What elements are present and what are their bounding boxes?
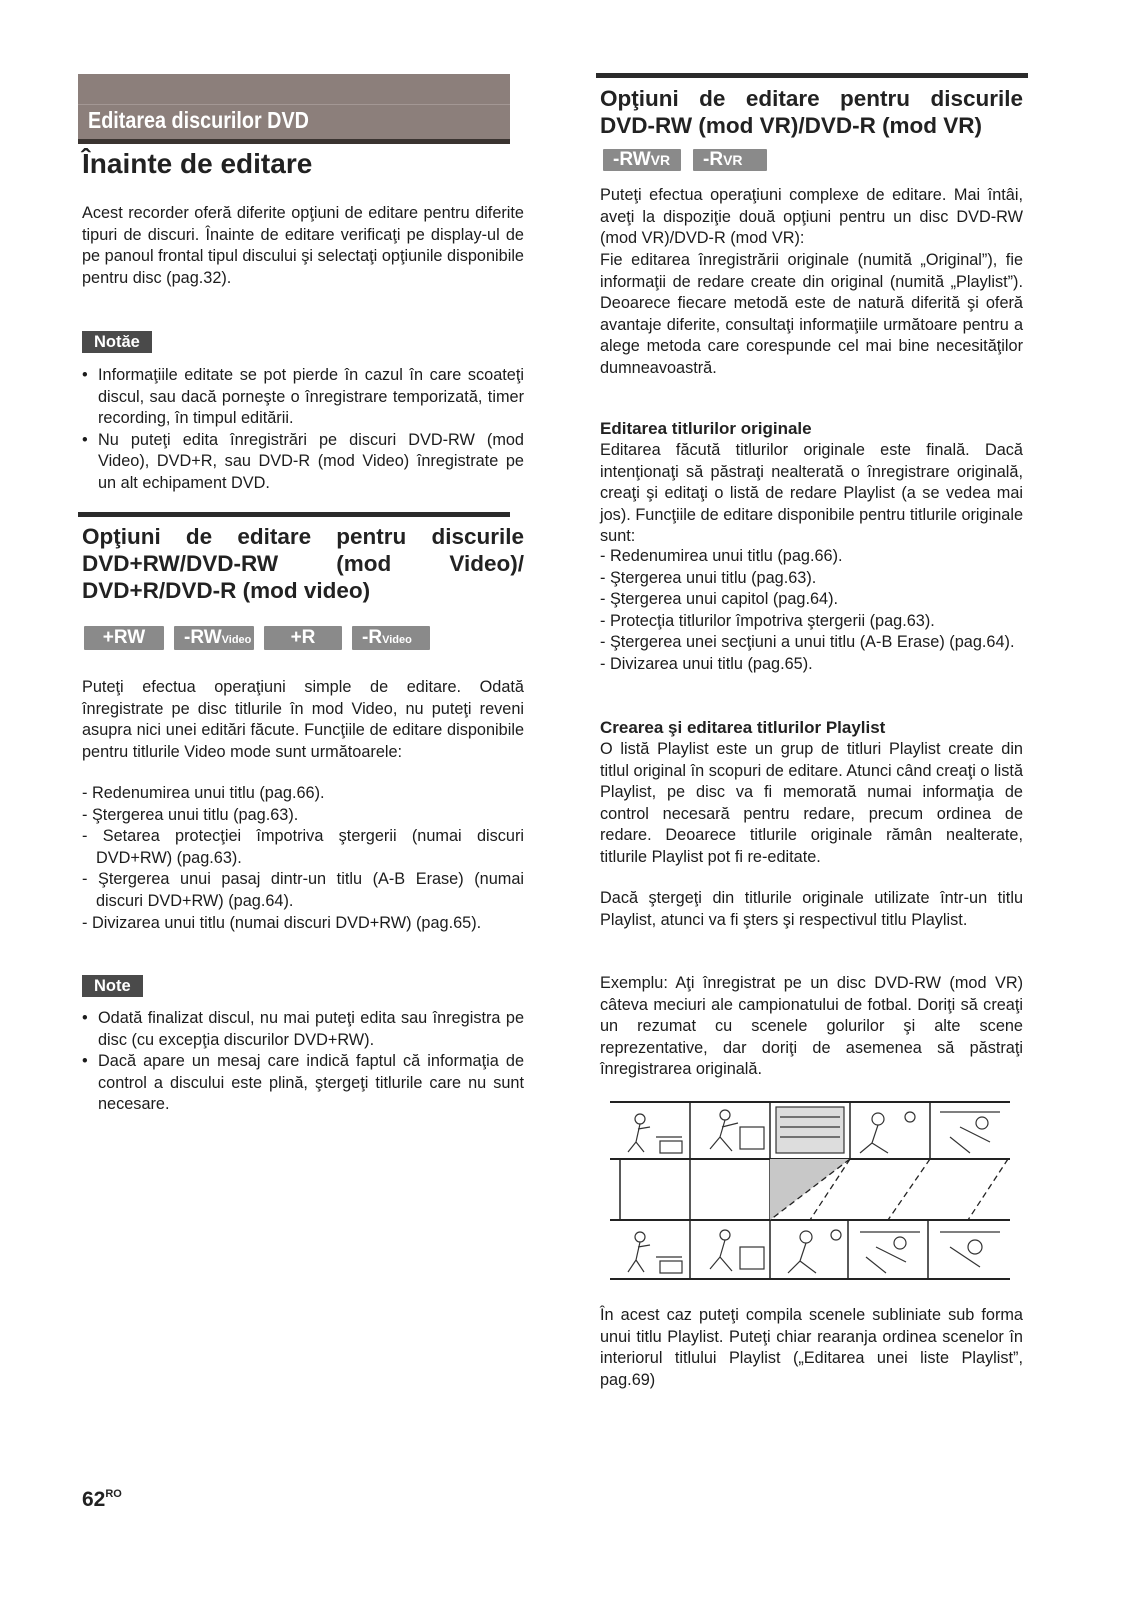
list-item: - Ştergerea unui pasaj dintr-un titlu (A-B Erase) (numai discuri DVD+RW) (pag.64). xyxy=(82,870,524,910)
disc-badge-minus-r-video: -RVideo xyxy=(352,626,430,650)
disc-badge-plus-r: +R xyxy=(264,626,342,650)
section-title: Opţiuni de editare pentru discurile DVD-RW (mod VR)/DVD-R (mod VR) xyxy=(600,86,1023,138)
list-item: - Ştergerea unei secţiuni a unui titlu (A-B Erase) (pag.64). xyxy=(600,633,1015,652)
note-label: Notăe xyxy=(82,331,152,353)
list-item: - Protecţia titlurilor împotriva ştergerii (pag.63). xyxy=(600,611,935,630)
list-item: - Divizarea unui titlu (numai discuri DVD+RW) (pag.65). xyxy=(82,913,482,932)
intro-paragraph-2: Fie editarea înregistrării originale (numită „Original”), fie informaţii de redare create din original (numită „Playlist”). Deoarece fiecare metodă este de natură diferită şi oferă avantaje diferite, consultaţi informaţiile următoare pentru a alege metoda care corespunde cel mai bine necesităţilor dumneavoastră. xyxy=(600,251,1023,377)
section-intro: Puteţi efectua operaţiuni simple de editare. Odată înregistrate pe disc titlurile în mod Video, nu puteţi reveni asupra nici unei editări făcute. Funcţiile de editare disponibile pentru titlurile Video mode sunt următoarele: xyxy=(82,678,524,761)
disc-badge-plus-rw: +RW xyxy=(84,626,164,650)
note-list xyxy=(82,1008,524,1116)
subsection-text-2: Dacă ştergeţi din titlurile originale utilizate într-un titlu Playlist, atunci va fi şters şi respectivul titlu Playlist. xyxy=(600,889,1023,929)
note-label: Note xyxy=(82,975,143,997)
list-item: - Ştergerea unui capitol (pag.64). xyxy=(600,590,839,609)
intro-paragraph: Puteţi efectua operaţiuni complexe de editare. Mai întâi, aveţi la dispoziţie două opţiuni pentru un disc DVD-RW (mod VR)/DVD-R (mod VR): xyxy=(600,186,1023,248)
list-item: - Ştergerea unui titlu (pag.63). xyxy=(82,805,299,824)
section-divider xyxy=(596,73,1028,78)
list-item: • Informaţiile editate se pot pierde în cazul în care scoateţi discul, sau dacă porneşte o înregistrare temporizată, timer recording, în timpul editării. xyxy=(82,365,524,430)
disc-badges xyxy=(603,149,1053,171)
function-list xyxy=(82,783,524,934)
subsection-title: Crearea şi editarea titlurilor Playlist xyxy=(600,718,886,737)
list-item: • Nu puteţi edita înregistrări pe discuri DVD-RW (mod Video), DVD+R, sau DVD-R (mod Video) înregistrate pe un alt echipament DVD. xyxy=(82,430,524,495)
list-item: - Setarea protecţiei împotriva ştergerii (numai discuri DVD+RW) (pag.63). xyxy=(82,827,524,867)
disc-badge-minus-r-vr: -RVR xyxy=(693,149,767,171)
playlist-illustration xyxy=(610,1097,1010,1285)
list-item: • Odată finalizat discul, nu mai puteţi edita sau înregistra pe disc (cu excepţia discurilor DVD+RW). xyxy=(82,1008,524,1051)
list-item: - Redenumirea unui titlu (pag.66). xyxy=(600,547,843,565)
subsection-text: O listă Playlist este un grup de titluri Playlist create din titlul original în scopuri de editare. Atunci când creaţi o listă Playlist, pe disc va fi memorată numai informaţia de control necesară pentru redare, precum ordinea de redare. Deoarece titlurile originale rămân nealterate, titlurile Playlist pot fi re-editate. xyxy=(600,740,1023,866)
subsection-title: Editarea titlurilor originale xyxy=(600,419,812,438)
chapter-banner xyxy=(78,74,510,144)
function-list xyxy=(600,546,1023,676)
note-list xyxy=(82,365,524,495)
closing-paragraph: În acest caz puteţi compila scenele subliniate sub forma unui titlu Playlist. Puteţi chiar rearanja ordinea scenelor în interiorul titlului Playlist („Editarea unei liste Playlist”, pag.69) xyxy=(600,1306,1023,1389)
chapter-title: Editarea discurilor DVD xyxy=(88,107,309,133)
note-block xyxy=(82,975,524,997)
note-block xyxy=(82,331,524,353)
section-divider xyxy=(78,512,510,517)
list-item: - Divizarea unui titlu (pag.65). xyxy=(600,654,813,673)
list-item: • Dacă apare un mesaj care indică faptul că informaţia de control a discului este plină, ştergeţi titlurile care nu sunt necesare. xyxy=(82,1051,524,1116)
disc-badges xyxy=(84,626,524,650)
list-item: - Ştergerea unui titlu (pag.63). xyxy=(600,568,817,587)
page-heading: Înainte de editare xyxy=(82,148,313,179)
disc-badge-minus-rw-video: -RWVideo xyxy=(174,626,254,650)
section-title: Opţiuni de editare pentru discurile DVD+RW/DVD-RW (mod Video)/ DVD+R/DVD-R (mod video) xyxy=(82,524,524,603)
intro-paragraph: Acest recorder oferă diferite opţiuni de editare pentru diferite tipuri de discuri. Înainte de editare verificaţi pe display-ul de pe panoul frontal tipul discului şi selectaţi opţiunile disponibile pentru disc (pag.32). xyxy=(82,204,524,287)
subsection-text: Editarea făcută titlurilor originale este finală. Dacă intenţionaţi să păstraţi nealterată o înregistrare originală, creaţi şi editaţi o listă de redare Playlist (a se vedea mai jos). Funcţiile de editare disponibile pentru titlurile originale sunt: xyxy=(600,441,1023,546)
disc-badge-minus-rw-vr: -RWVR xyxy=(603,149,681,171)
page-number: $62^{RO}$ xyxy=(82,1488,122,1511)
example-paragraph: Exemplu: Aţi înregistrat pe un disc DVD-RW (mod VR) câteva meciuri ale campionatului de fotbal. Doriţi să creaţi un rezumat cu scenele golurilor şi alte scene reprezentative, dar doriţi de asemenea să păstraţi înregistrarea originală. xyxy=(600,974,1023,1079)
list-item: - Redenumirea unui titlu (pag.66). xyxy=(82,784,325,802)
